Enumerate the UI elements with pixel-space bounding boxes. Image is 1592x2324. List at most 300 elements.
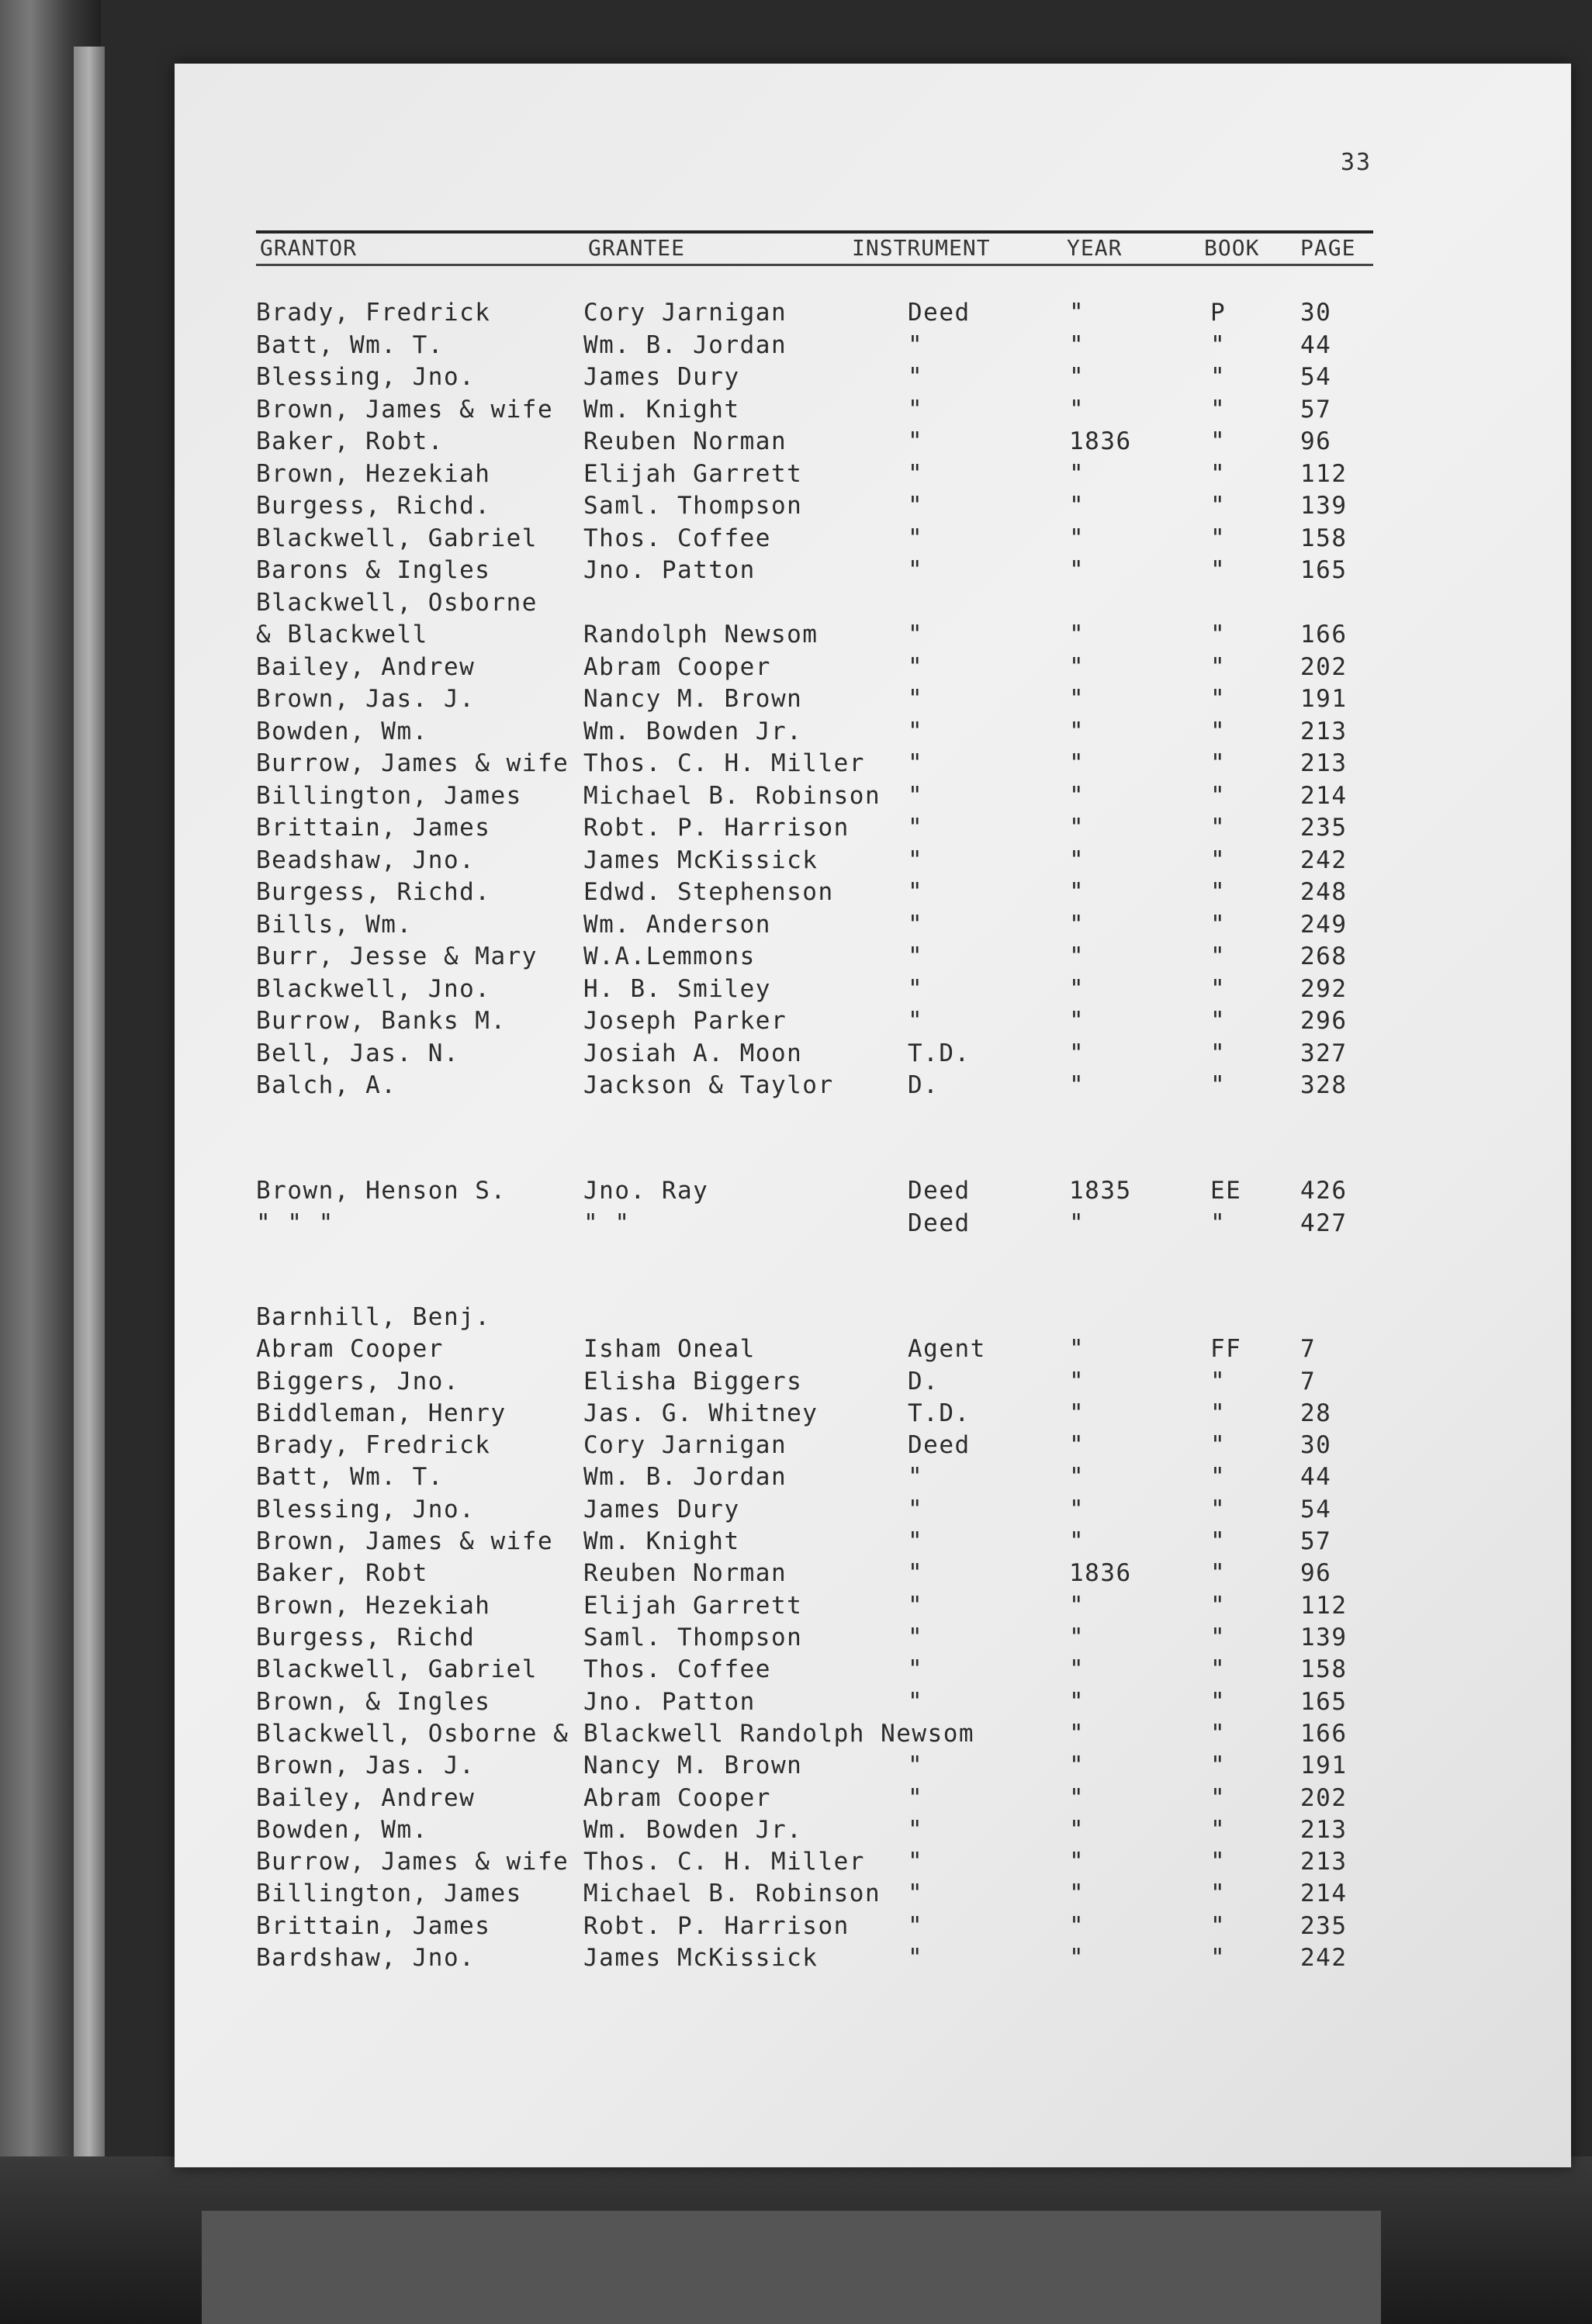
year-cell: " [1069, 1592, 1085, 1620]
grantee-cell: Cory Jarnigan [583, 299, 787, 327]
book-cell: " [1210, 685, 1227, 713]
grantee-cell: Isham Oneal [583, 1335, 756, 1363]
year-cell: " [1069, 718, 1085, 745]
grantee-cell: James Dury [583, 1496, 740, 1523]
table-row [0, 1493, 1592, 1526]
grantee-cell: Elijah Garrett [583, 460, 803, 488]
instrument-cell: " [908, 685, 924, 713]
grantee-cell: Wm. B. Jordan [583, 331, 787, 359]
book-cell: EE [1210, 1177, 1242, 1205]
table-row [0, 1653, 1592, 1686]
year-cell: " [1069, 460, 1085, 488]
book-cell: P [1210, 299, 1227, 327]
table-row [0, 811, 1592, 844]
page-cell: 54 [1300, 363, 1332, 391]
grantee-cell: Michael B. Robinson [583, 1880, 881, 1907]
grantor-cell: Bailey, Andrew [256, 653, 476, 681]
instrument-cell: " [908, 878, 924, 906]
page-cell: 166 [1300, 1720, 1348, 1748]
table-row [0, 1942, 1592, 1974]
year-cell: " [1069, 492, 1085, 520]
year-cell: " [1069, 653, 1085, 681]
grantor-cell: Baker, Robt. [256, 427, 444, 455]
table-row [0, 1301, 1592, 1333]
instrument-cell: " [908, 653, 924, 681]
grantor-cell: Brown, Jas. J. [256, 685, 476, 713]
table-row [0, 1037, 1592, 1070]
grantee-cell: Nancy M. Brown [583, 685, 803, 713]
year-cell: " [1069, 1399, 1085, 1427]
grantee-cell: Robt. P. Harrison [583, 1912, 850, 1940]
book-cell: " [1210, 460, 1227, 488]
table-row [0, 1717, 1592, 1750]
grantee-cell: Josiah A. Moon [583, 1039, 803, 1067]
header-rule-top [256, 230, 1373, 233]
grantee-cell: Wm. Knight [583, 396, 740, 424]
grantor-cell: Beadshaw, Jno. [256, 846, 476, 874]
table-row [0, 1910, 1592, 1942]
grantee-cell: Joseph Parker [583, 1007, 787, 1035]
page-cell: 28 [1300, 1399, 1332, 1427]
page-cell: 191 [1300, 685, 1348, 713]
book-cell: " [1210, 653, 1227, 681]
year-cell: " [1069, 1463, 1085, 1491]
year-cell: " [1069, 524, 1085, 552]
year-cell: " [1069, 1880, 1085, 1907]
grantor-cell: Burgess, Richd. [256, 492, 491, 520]
book-cell: " [1210, 749, 1227, 777]
page-cell: 158 [1300, 524, 1348, 552]
year-cell: " [1069, 1431, 1085, 1459]
table-row [0, 458, 1592, 490]
page-cell: 427 [1300, 1209, 1348, 1237]
instrument-cell: " [908, 1848, 924, 1876]
book-cell: " [1210, 1368, 1227, 1395]
book-cell: " [1210, 1399, 1227, 1427]
instrument-cell: " [908, 396, 924, 424]
grantee-cell: Wm. Bowden Jr. [583, 1816, 803, 1844]
year-cell: 1836 [1069, 1559, 1132, 1587]
grantee-cell: Wm. B. Jordan [583, 1463, 787, 1491]
grantor-cell: Blackwell, Jno. [256, 975, 491, 1003]
instrument-cell: " [908, 1912, 924, 1940]
table-row [0, 780, 1592, 812]
instrument-cell: " [908, 942, 924, 970]
table-row [0, 683, 1592, 715]
page-cell: 158 [1300, 1655, 1348, 1683]
year-cell: " [1069, 621, 1085, 648]
instrument-cell: Deed [908, 299, 971, 327]
grantor-cell: Burgess, Richd [256, 1624, 476, 1651]
year-cell: " [1069, 1209, 1085, 1237]
page-cell: 426 [1300, 1177, 1348, 1205]
page-cell: 213 [1300, 749, 1348, 777]
grantor-cell: Burrow, James & wife [256, 749, 569, 777]
table-row [0, 973, 1592, 1005]
book-cell: " [1210, 1784, 1227, 1812]
grantee-cell: Saml. Thompson [583, 1624, 803, 1651]
instrument-cell: " [908, 749, 924, 777]
grantor-cell: Abram Cooper [256, 1335, 444, 1363]
table-row [0, 393, 1592, 426]
page-number: 33 [1341, 149, 1372, 176]
grantor-cell: Brittain, James [256, 1912, 491, 1940]
grantor-cell: Blackwell, Gabriel [256, 524, 538, 552]
year-cell: " [1069, 1071, 1085, 1099]
page-cell: 213 [1300, 1816, 1348, 1844]
grantor-cell: Bills, Wm. [256, 911, 413, 939]
year-cell: " [1069, 1624, 1085, 1651]
year-cell: " [1069, 1527, 1085, 1555]
page-cell: 165 [1300, 1688, 1348, 1716]
year-cell: " [1069, 911, 1085, 939]
instrument-cell: " [908, 782, 924, 810]
grantee-cell: James McKissick [583, 1944, 818, 1972]
grantee-cell: W.A.Lemmons [583, 942, 756, 970]
page-cell: 112 [1300, 1592, 1348, 1620]
grantor-cell: Billington, James [256, 1880, 522, 1907]
table-row [0, 1365, 1592, 1398]
year-cell: " [1069, 749, 1085, 777]
year-cell: " [1069, 1848, 1085, 1876]
instrument-cell: " [908, 846, 924, 874]
year-cell: " [1069, 331, 1085, 359]
table-row [0, 940, 1592, 973]
grantor-cell: Brown, James & wife [256, 1527, 554, 1555]
grantor-cell: Baker, Robt [256, 1559, 428, 1587]
year-cell: " [1069, 1816, 1085, 1844]
instrument-cell: " [908, 524, 924, 552]
grantee-cell: Wm. Bowden Jr. [583, 718, 803, 745]
instrument-cell: " [908, 1007, 924, 1035]
page-cell: 214 [1300, 782, 1348, 810]
grantee-cell: Wm. Knight [583, 1527, 740, 1555]
book-cell: " [1210, 331, 1227, 359]
table-row [0, 1686, 1592, 1718]
book-cell: " [1210, 1007, 1227, 1035]
grantor-cell: Blackwell, Osborne & [256, 1720, 569, 1748]
table-row [0, 361, 1592, 393]
grantee-cell: Nancy M. Brown [583, 1752, 803, 1779]
instrument-cell: " [908, 331, 924, 359]
book-cell: " [1210, 1912, 1227, 1940]
table-row [0, 1174, 1592, 1207]
grantee-cell: Elisha Biggers [583, 1368, 803, 1395]
page-cell: 30 [1300, 1431, 1332, 1459]
page-cell: 328 [1300, 1071, 1348, 1099]
page-cell: 242 [1300, 846, 1348, 874]
year-cell: " [1069, 1335, 1085, 1363]
page-cell: 139 [1300, 1624, 1348, 1651]
year-cell: 1836 [1069, 427, 1132, 455]
book-cell: " [1210, 1209, 1227, 1237]
table-row [0, 1397, 1592, 1430]
table-row [0, 1005, 1592, 1037]
book-cell: " [1210, 1816, 1227, 1844]
grantor-cell: Brady, Fredrick [256, 1431, 491, 1459]
page-cell: 296 [1300, 1007, 1348, 1035]
table-row [0, 1429, 1592, 1461]
instrument-cell: " [908, 1816, 924, 1844]
year-cell: " [1069, 846, 1085, 874]
grantee-cell: James McKissick [583, 846, 818, 874]
page-cell: 7 [1300, 1368, 1317, 1395]
table-row [0, 844, 1592, 877]
grantee-cell: Jas. G. Whitney [583, 1399, 818, 1427]
page-cell: 292 [1300, 975, 1348, 1003]
grantor-cell: Bell, Jas. N. [256, 1039, 460, 1067]
instrument-cell: " [908, 1655, 924, 1683]
grantor-cell: Burr, Jesse & Mary [256, 942, 538, 970]
page-cell: 249 [1300, 911, 1348, 939]
grantor-cell: Bardshaw, Jno. [256, 1944, 476, 1972]
table-row [0, 586, 1592, 619]
grantor-cell: Bowden, Wm. [256, 1816, 428, 1844]
grantee-cell: Thos. Coffee [583, 1655, 771, 1683]
instrument-cell: " [908, 1559, 924, 1587]
instrument-cell: " [908, 975, 924, 1003]
instrument-cell: " [908, 556, 924, 584]
table-row [0, 1461, 1592, 1493]
page-cell: 57 [1300, 1527, 1332, 1555]
column-header-page: PAGE [1300, 235, 1356, 261]
instrument-cell: D. [908, 1368, 940, 1395]
instrument-cell: Deed [908, 1177, 971, 1205]
instrument-cell: " [908, 1496, 924, 1523]
instrument-cell: " [908, 814, 924, 842]
book-cell: " [1210, 427, 1227, 455]
book-cell: " [1210, 1463, 1227, 1491]
page-cell: 7 [1300, 1335, 1317, 1363]
grantor-cell: Blackwell, Osborne [256, 589, 538, 617]
year-cell: " [1069, 1784, 1085, 1812]
grantee-cell: Abram Cooper [583, 653, 771, 681]
year-cell: " [1069, 975, 1085, 1003]
book-cell: " [1210, 1559, 1227, 1587]
instrument-cell: T.D. [908, 1399, 971, 1427]
grantee-cell: Saml. Thompson [583, 492, 803, 520]
year-cell: " [1069, 1039, 1085, 1067]
page-cell: 235 [1300, 1912, 1348, 1940]
instrument-cell: Agent [908, 1335, 986, 1363]
page-cell: 327 [1300, 1039, 1348, 1067]
book-cell: " [1210, 975, 1227, 1003]
table-row [0, 554, 1592, 586]
instrument-cell: D. [908, 1071, 940, 1099]
grantee-cell: Thos. C. H. Miller [583, 1848, 865, 1876]
grantor-cell: Brown, Henson S. [256, 1177, 507, 1205]
column-header-year: YEAR [1067, 235, 1123, 261]
instrument-cell: " [908, 911, 924, 939]
book-cell: " [1210, 1624, 1227, 1651]
book-cell: " [1210, 814, 1227, 842]
year-cell: " [1069, 878, 1085, 906]
grantee-cell: Jno. Ray [583, 1177, 709, 1205]
table-row [0, 747, 1592, 780]
grantor-cell: Biddleman, Henry [256, 1399, 507, 1427]
table-row [0, 908, 1592, 941]
page-cell: 44 [1300, 1463, 1332, 1491]
grantee-cell: Thos. C. H. Miller [583, 749, 865, 777]
book-cell: " [1210, 1431, 1227, 1459]
table-row [0, 1845, 1592, 1878]
book-cell: " [1210, 1039, 1227, 1067]
page-cell: 166 [1300, 621, 1348, 648]
instrument-cell: Deed [908, 1209, 971, 1237]
year-cell: " [1069, 363, 1085, 391]
year-cell: " [1069, 1944, 1085, 1972]
book-cell: " [1210, 524, 1227, 552]
grantor-cell: Brown, Hezekiah [256, 1592, 491, 1620]
book-cell: " [1210, 621, 1227, 648]
table-row [0, 876, 1592, 908]
table-row [0, 1333, 1592, 1365]
book-cell: " [1210, 846, 1227, 874]
instrument-cell: " [908, 363, 924, 391]
book-cell: " [1210, 1720, 1227, 1748]
book-cell: " [1210, 878, 1227, 906]
table-row [0, 1589, 1592, 1622]
grantor-cell: & Blackwell [256, 621, 428, 648]
page-cell: 235 [1300, 814, 1348, 842]
table-row [0, 522, 1592, 555]
instrument-cell: " [908, 1624, 924, 1651]
instrument-cell: " [908, 1592, 924, 1620]
year-cell: " [1069, 1720, 1085, 1748]
table-row [0, 1814, 1592, 1846]
page-cell: 44 [1300, 331, 1332, 359]
grantor-cell: Blessing, Jno. [256, 363, 476, 391]
instrument-cell: " [908, 1784, 924, 1812]
instrument-cell: " [908, 1752, 924, 1779]
book-cell: " [1210, 1752, 1227, 1779]
column-header-instrument: INSTRUMENT [852, 235, 991, 261]
grantor-cell: Blessing, Jno. [256, 1496, 476, 1523]
year-cell: " [1069, 396, 1085, 424]
page-cell: 214 [1300, 1880, 1348, 1907]
page-cell: 112 [1300, 460, 1348, 488]
grantee-cell: Thos. Coffee [583, 524, 771, 552]
book-cell: " [1210, 911, 1227, 939]
bottom-shadow-box [202, 2211, 1381, 2324]
grantee-cell: " " [583, 1209, 631, 1237]
year-cell: " [1069, 556, 1085, 584]
grantor-cell: Burrow, Banks M. [256, 1007, 507, 1035]
book-cell: " [1210, 1527, 1227, 1555]
grantee-cell: Elijah Garrett [583, 1592, 803, 1620]
column-header-book: BOOK [1204, 235, 1260, 261]
header-rule-bottom [256, 264, 1373, 266]
instrument-cell: T.D. [908, 1039, 971, 1067]
grantee-cell: Abram Cooper [583, 1784, 771, 1812]
book-cell: " [1210, 556, 1227, 584]
page-cell: 54 [1300, 1496, 1332, 1523]
instrument-cell: " [908, 718, 924, 745]
book-cell: FF [1210, 1335, 1242, 1363]
table-row [0, 296, 1592, 329]
grantor-cell: " " " [256, 1209, 334, 1237]
year-cell: " [1069, 1655, 1085, 1683]
grantor-cell: Bailey, Andrew [256, 1784, 476, 1812]
page-cell: 268 [1300, 942, 1348, 970]
instrument-cell: " [908, 460, 924, 488]
year-cell: " [1069, 1688, 1085, 1716]
grantee-cell: Jno. Patton [583, 556, 756, 584]
instrument-cell: " [908, 492, 924, 520]
year-cell: " [1069, 1007, 1085, 1035]
grantor-cell: Brown, & Ingles [256, 1688, 491, 1716]
book-cell: " [1210, 942, 1227, 970]
book-cell: " [1210, 718, 1227, 745]
page-cell: 213 [1300, 1848, 1348, 1876]
column-header-grantor: GRANTOR [260, 235, 358, 261]
page-cell: 30 [1300, 299, 1332, 327]
year-cell: " [1069, 782, 1085, 810]
grantor-cell: Burrow, James & wife [256, 1848, 569, 1876]
year-cell: " [1069, 814, 1085, 842]
grantee-cell: Randolph Newsom [583, 621, 818, 648]
instrument-cell: " [908, 1944, 924, 1972]
page-cell: 242 [1300, 1944, 1348, 1972]
book-cell: " [1210, 1655, 1227, 1683]
year-cell: 1835 [1069, 1177, 1132, 1205]
page-cell: 96 [1300, 1559, 1332, 1587]
year-cell: " [1069, 942, 1085, 970]
grantor-cell: Brown, Hezekiah [256, 460, 491, 488]
table-row [0, 425, 1592, 458]
grantee-cell: James Dury [583, 363, 740, 391]
grantor-cell: Burgess, Richd. [256, 878, 491, 906]
instrument-cell: " [908, 1527, 924, 1555]
grantor-cell: Batt, Wm. T. [256, 1463, 444, 1491]
grantee-cell: Robt. P. Harrison [583, 814, 850, 842]
book-cell: " [1210, 1848, 1227, 1876]
grantor-cell: Barons & Ingles [256, 556, 491, 584]
book-cell: " [1210, 782, 1227, 810]
table-row [0, 651, 1592, 683]
table-row [0, 329, 1592, 361]
book-cell: " [1210, 1592, 1227, 1620]
table-row [0, 1069, 1592, 1101]
book-cell: " [1210, 1688, 1227, 1716]
instrument-cell: Deed [908, 1431, 971, 1459]
grantor-cell: Batt, Wm. T. [256, 331, 444, 359]
grantor-cell: Brady, Fredrick [256, 299, 491, 327]
grantee-cell: Michael B. Robinson [583, 782, 881, 810]
table-row [0, 1749, 1592, 1782]
page-cell: 191 [1300, 1752, 1348, 1779]
page-cell: 248 [1300, 878, 1348, 906]
table-row [0, 1782, 1592, 1814]
grantor-cell: Brown, James & wife [256, 396, 554, 424]
page-cell: 139 [1300, 492, 1348, 520]
grantee-cell: Reuben Norman [583, 1559, 787, 1587]
book-cell: " [1210, 1880, 1227, 1907]
page-cell: 202 [1300, 1784, 1348, 1812]
year-cell: " [1069, 685, 1085, 713]
year-cell: " [1069, 299, 1085, 327]
year-cell: " [1069, 1752, 1085, 1779]
table-row [0, 1877, 1592, 1910]
page-cell: 213 [1300, 718, 1348, 745]
year-cell: " [1069, 1496, 1085, 1523]
page-cell: 202 [1300, 653, 1348, 681]
grantor-cell: Barnhill, Benj. [256, 1303, 491, 1331]
table-row [0, 1525, 1592, 1558]
grantor-cell: Biggers, Jno. [256, 1368, 460, 1395]
year-cell: " [1069, 1368, 1085, 1395]
table-row [0, 618, 1592, 651]
